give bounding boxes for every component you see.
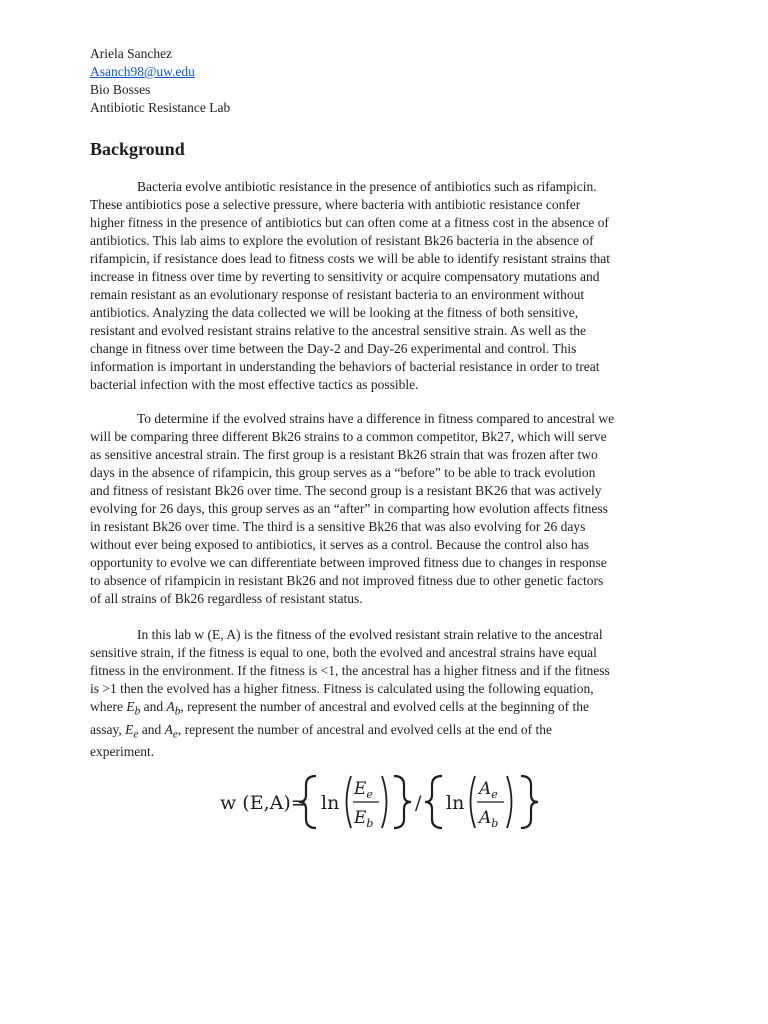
- text-run: assay,: [90, 721, 126, 737]
- text-run: , represent the number of ancestral and evolved cells at the end of the: [177, 721, 552, 737]
- left-paren-2: [471, 776, 476, 828]
- paragraph-line: in resistant Bk26 over time. The third is a sensitive Bk26 that was also evolving for 26 days: [90, 519, 586, 534]
- var-ee: $E_e$: [125, 721, 139, 741]
- numerator-ae: $A_e$: [479, 779, 498, 801]
- paragraph-line: opportunity to evolve we can differentiate between improved fitness due to changes in response: [90, 555, 607, 570]
- ln-text-1: ln: [321, 792, 340, 814]
- var-ab: $A_b$: [166, 699, 181, 718]
- paragraph-line: antibiotics. This lab aims to explore the evolution of resistant Bk26 bacteria in the absence of: [90, 233, 594, 248]
- paragraph-line: is >1 then the evolved has a higher fitness. Fitness is calculated using the following equation,: [90, 681, 594, 696]
- text-run: and: [140, 699, 167, 714]
- paragraph-line: resistant and evolved resistant strains relative to the ancestral sensitive strain. As well as the: [90, 323, 586, 338]
- fitness-equation: [220, 770, 560, 834]
- right-paren-2: [507, 776, 512, 828]
- paragraph-line: fitness in the environment. If the fitness is <1, the ancestral has a higher fitness and if the fitness: [90, 663, 610, 678]
- paragraph-line: antibiotics. Analyzing the data collected we will be looking at the fitness of both sensitive,: [90, 305, 579, 320]
- denominator-ab: $A_b$: [479, 808, 499, 830]
- division-slash: /: [415, 792, 422, 814]
- paragraph-line: increase in fitness over time by reverting to sensitivity or acquire compensatory mutations and: [90, 269, 600, 284]
- denominator-eb: $E_b$: [354, 808, 374, 830]
- paragraph-line: without ever being exposed to antibiotics, it serves as a control. Because the control also has: [90, 537, 589, 552]
- paragraph-line: In this lab w (E, A) is the fitness of the evolved resistant strain relative to the ancestral: [137, 627, 603, 642]
- paragraph-1: [90, 178, 682, 394]
- right-paren-1: [382, 776, 387, 828]
- paragraph-line: as sensitive ancestral strain. The first group is a resistant Bk26 strain that was frozen after two: [90, 447, 598, 462]
- paragraph-2: [90, 410, 682, 608]
- section-heading: Background: [90, 139, 185, 159]
- var-eb: $E_b$: [126, 699, 141, 718]
- paragraph-line: Bacteria evolve antibiotic resistance in the presence of antibiotics such as rifampicin.: [137, 179, 597, 194]
- paragraph-line: days in the absence of rifampicin, this group serves as a “before” to be able to track evolution: [90, 465, 596, 480]
- paragraph-line: sensitive strain, if the fitness is equal to one, both the evolved and ancestral strains have equal: [90, 645, 597, 660]
- paragraph-line: to absence of rifampicin in resistant Bk26 and not improved fitness due to other genetic factors: [90, 573, 604, 588]
- author-email-link[interactable]: Asanch98@uw.edu: [90, 64, 195, 79]
- text-run: and: [138, 721, 165, 737]
- author-name: Ariela Sanchez: [90, 46, 173, 61]
- paragraph-line: of all strains of Bk26 regardless of resistant status.: [90, 591, 363, 606]
- paragraph-line: will be comparing three different Bk26 strains to a common competitor, Bk27, which will serve: [90, 429, 607, 444]
- paragraph-line: To determine if the evolved strains have a difference in fitness compared to ancestral we: [137, 411, 615, 426]
- right-brace-1: [394, 776, 411, 828]
- ln-text-2: ln: [446, 792, 465, 814]
- right-brace-2: [521, 776, 538, 828]
- left-brace-1: [299, 776, 316, 828]
- paragraph-line: experiment.: [90, 744, 155, 760]
- left-paren-1: [347, 776, 352, 828]
- var-ae: $A_e$: [164, 721, 178, 741]
- paragraph-line: rifampicin, if resistance does lead to fitness costs we will be able to identify resistant strains that: [90, 251, 610, 266]
- paragraph-line: higher fitness in the presence of antibiotics but can often come at a fitness cost in the absence of: [90, 215, 609, 230]
- author-header: [90, 45, 230, 117]
- equation-lhs: w (E,A)=: [220, 792, 307, 814]
- paragraph-line-variables-end: [90, 721, 682, 744]
- paragraph-3: [90, 626, 682, 761]
- paragraph-line: change in fitness over time between the Day-2 and Day-26 experimental and control. This: [90, 341, 577, 356]
- lab-title: Antibiotic Resistance Lab: [90, 100, 231, 115]
- paragraph-line: evolving for 26 days, this group serves as an “after” in comparting how evolution affects fitness: [90, 501, 608, 516]
- text-run: , represent the number of ancestral and evolved cells at the beginning of the: [180, 699, 589, 714]
- group-name: Bio Bosses: [90, 82, 151, 97]
- paragraph-line: bacterial infection with the most effective tactics as possible.: [90, 377, 419, 392]
- paragraph-line-variables-start: [90, 698, 682, 721]
- paragraph-line: These antibiotics pose a selective pressure, where bacteria with antibiotic resistance confer: [90, 197, 581, 212]
- paragraph-line: remain resistant as an evolutionary response of resistant bacteria to an environment without: [90, 287, 585, 302]
- left-brace-2: [425, 776, 442, 828]
- numerator-ee: $E_e$: [354, 779, 373, 801]
- paragraph-line: and fitness of resistant Bk26 over time. The second group is a resistant BK26 that was actively: [90, 483, 602, 498]
- paragraph-line: information is important in understanding the behaviors of bacterial resistance in order to treat: [90, 359, 600, 374]
- text-run: where: [90, 699, 127, 714]
